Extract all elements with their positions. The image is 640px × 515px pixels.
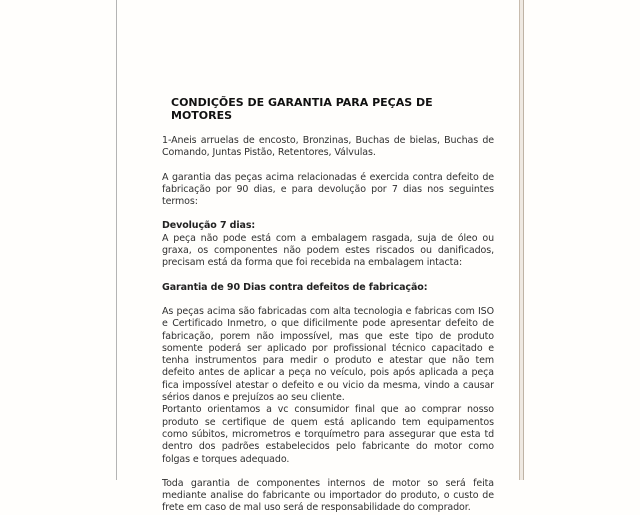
page-right-rule [519,0,524,480]
warranty-terms-paragraph: A garantia das peças acima relacionadas é exercida contra defeito de fabricação por 90 dias, e para devolução por 7 dias nos seguintes termos: [162,171,494,208]
consumer-advice-paragraph: Portanto orientamos a vc consumidor final que ao comprar nosso produto se certifique de quem está aplicando tem equipamentos como súbitos, micrometros e torquímetro para assegurar que esta td dentro dos padrões estabelecidos pelo fabricante do motor como folgas e torques adequado. [162,404,494,465]
devolution-heading: Devolução 7 dias: [162,220,256,232]
devolution-body-paragraph: A peça não pode está com a embalagem rasgada, suja de óleo ou graxa, os componentes não podem estes riscados ou danificados, precisam está da forma que foi recebida na embalagem intacta: [162,232,494,269]
page-left-rule [116,0,117,480]
warranty-90-days-heading: Garantia de 90 Dias contra defeitos de fabricação: [162,281,428,293]
final-note-paragraph: Toda garantia de componentes internos de motor so será feita mediante analise do fabricante ou importador do produto, o custo de frete em caso de mal uso será de responsabilidade do comprador. [162,477,494,514]
parts-list-paragraph: 1-Aneis arruelas de encosto, Bronzinas, Buchas de bielas, Buchas de Comando, Juntas Pistão, Retentores, Válvulas. [162,135,494,159]
page-title: CONDIÇÕES DE GARANTIA PARA PEÇAS DE MOTORES [171,96,433,122]
warranty-90-days-body-paragraph: As peças acima são fabricadas com alta tecnologia e fabricas com ISO e Certificado Inmetro, o que dificilmente pode apresentar defeito de fabricação, porem não impossível, mas que este tipo de produto somente poderá ser aplicado por profissional técnico capacitado e tenha instrumentos para medir o produto e atestar que não tem defeito antes de aplicar a peça no veículo, pois após aplicada a peça fica impossível atestar o defeito e ou vicio da mesma, vindo a causar sérios danos e prejuízos ao seu cliente. [162,305,494,404]
warranty-document [162,96,494,515]
